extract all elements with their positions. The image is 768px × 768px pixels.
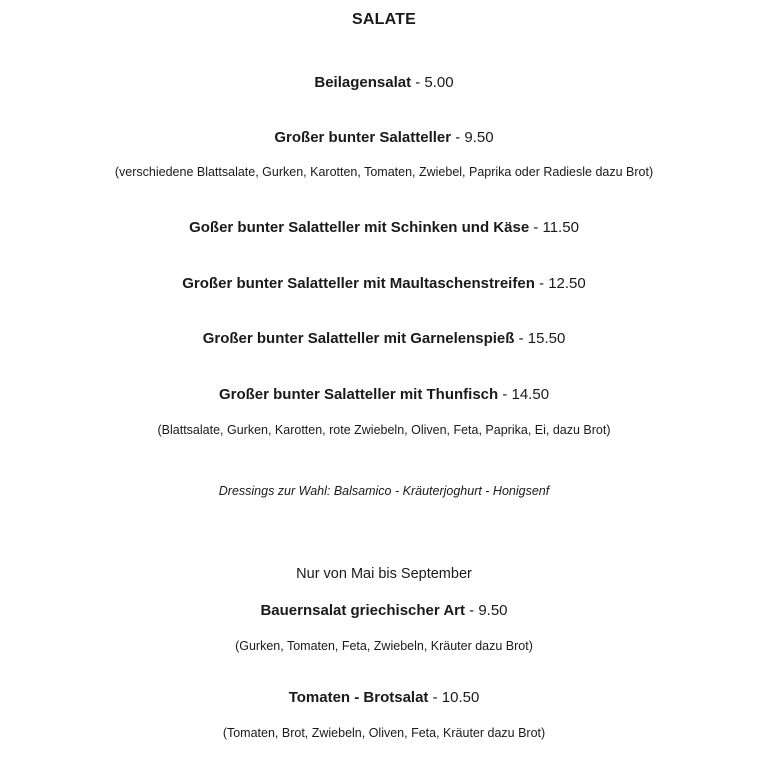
menu-item-salatteller-thunfisch	[0, 387, 768, 402]
menu-item-price: - 15.50	[514, 330, 566, 347]
menu-item-price: - 12.50	[534, 275, 586, 292]
menu-item-price: - 11.50	[529, 219, 579, 236]
menu-item-name: Tomaten - Brotsalat	[288, 689, 429, 706]
menu-item-salatteller-schinken-kaese	[0, 220, 768, 235]
menu-item-name: Großer bunter Salatteller mit Thunfisch	[218, 386, 499, 403]
menu-item-salatteller	[0, 130, 768, 145]
menu-item-price: - 9.50	[451, 129, 494, 146]
menu-item-salatteller-garnelen	[0, 331, 768, 346]
menu-item-price: - 9.50	[465, 602, 508, 619]
menu-item-description: (Gurken, Tomaten, Feta, Zwiebeln, Kräuter dazu Brot)	[235, 639, 533, 653]
menu-item-name: Großer bunter Salatteller	[274, 129, 452, 146]
menu-item-description: (Tomaten, Brot, Zwiebeln, Oliven, Feta, Kräuter dazu Brot)	[222, 726, 546, 740]
menu-item-tomaten-brotsalat	[0, 690, 768, 705]
menu-item-price: - 5.00	[411, 74, 454, 91]
menu-item-description: (Blattsalate, Gurken, Karotten, rote Zwiebeln, Oliven, Feta, Paprika, Ei, dazu Brot)	[157, 423, 611, 437]
menu-item-name: Goßer bunter Salatteller mit Schinken und Käse	[189, 219, 530, 236]
section-title: SALATE	[351, 11, 416, 28]
menu-item-description: (verschiedene Blattsalate, Gurken, Karotten, Tomaten, Zwiebel, Paprika oder Radiesle dazu Brot)	[114, 165, 654, 179]
menu-item-salatteller-maultaschen	[0, 276, 768, 291]
menu-item-beilagensalat	[0, 75, 768, 90]
menu-item-price: - 10.50	[428, 689, 480, 706]
menu-item-name: Bauernsalat griechischer Art	[260, 602, 465, 619]
menu-item-bauernsalat	[0, 603, 768, 618]
menu-item-name: Großer bunter Salatteller mit Garnelenspieß	[202, 330, 515, 347]
menu-item-name: Beilagensalat	[314, 74, 412, 91]
dressings-note: Dressings zur Wahl: Balsamico - Kräuterjoghurt - Honigsenf	[218, 484, 550, 498]
seasonal-note: Nur von Mai bis September	[296, 566, 472, 582]
menu-item-price: - 14.50	[498, 386, 550, 403]
menu-item-name: Großer bunter Salatteller mit Maultaschenstreifen	[182, 275, 535, 292]
